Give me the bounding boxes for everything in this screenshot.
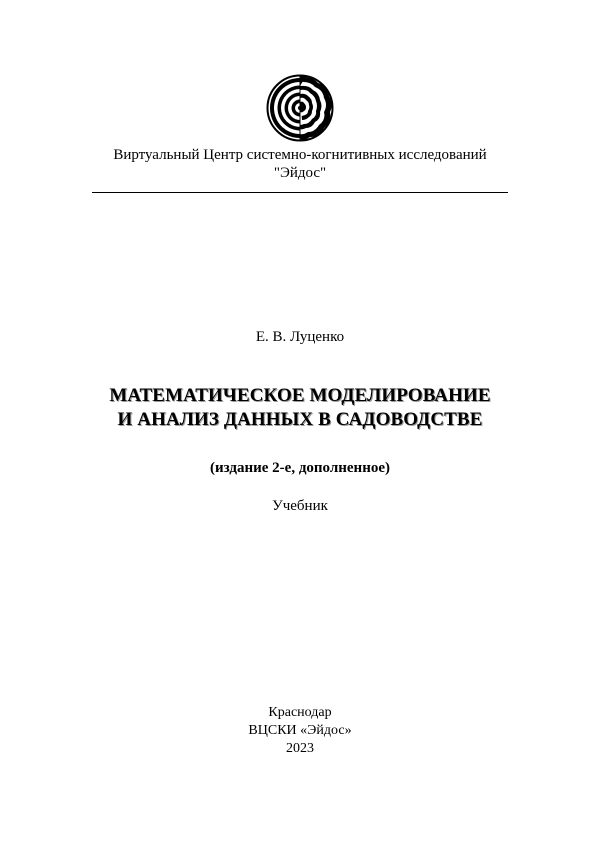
header-divider <box>92 192 508 193</box>
book-title-line-2: И АНАЛИЗ ДАННЫХ В САДОВОДСТВЕ <box>117 409 483 430</box>
edition-note: (издание 2-е, дополненное) <box>209 460 390 476</box>
organization-brand: "Эйдос" <box>273 165 327 181</box>
document-type: Учебник <box>272 498 328 514</box>
imprint-publisher: ВЦСКИ «Эйдос» <box>248 723 352 738</box>
imprint-year: 2023 <box>286 741 314 756</box>
organization-name: Виртуальный Центр системно-когнитивных исследований <box>113 147 487 163</box>
author-name: Е. В. Луценко <box>255 329 345 345</box>
book-title-line-1: МАТЕМАТИЧЕСКОЕ МОДЕЛИРОВАНИЕ <box>109 385 491 406</box>
eidos-emblem-icon <box>266 74 334 142</box>
imprint-city: Краснодар <box>268 705 332 720</box>
